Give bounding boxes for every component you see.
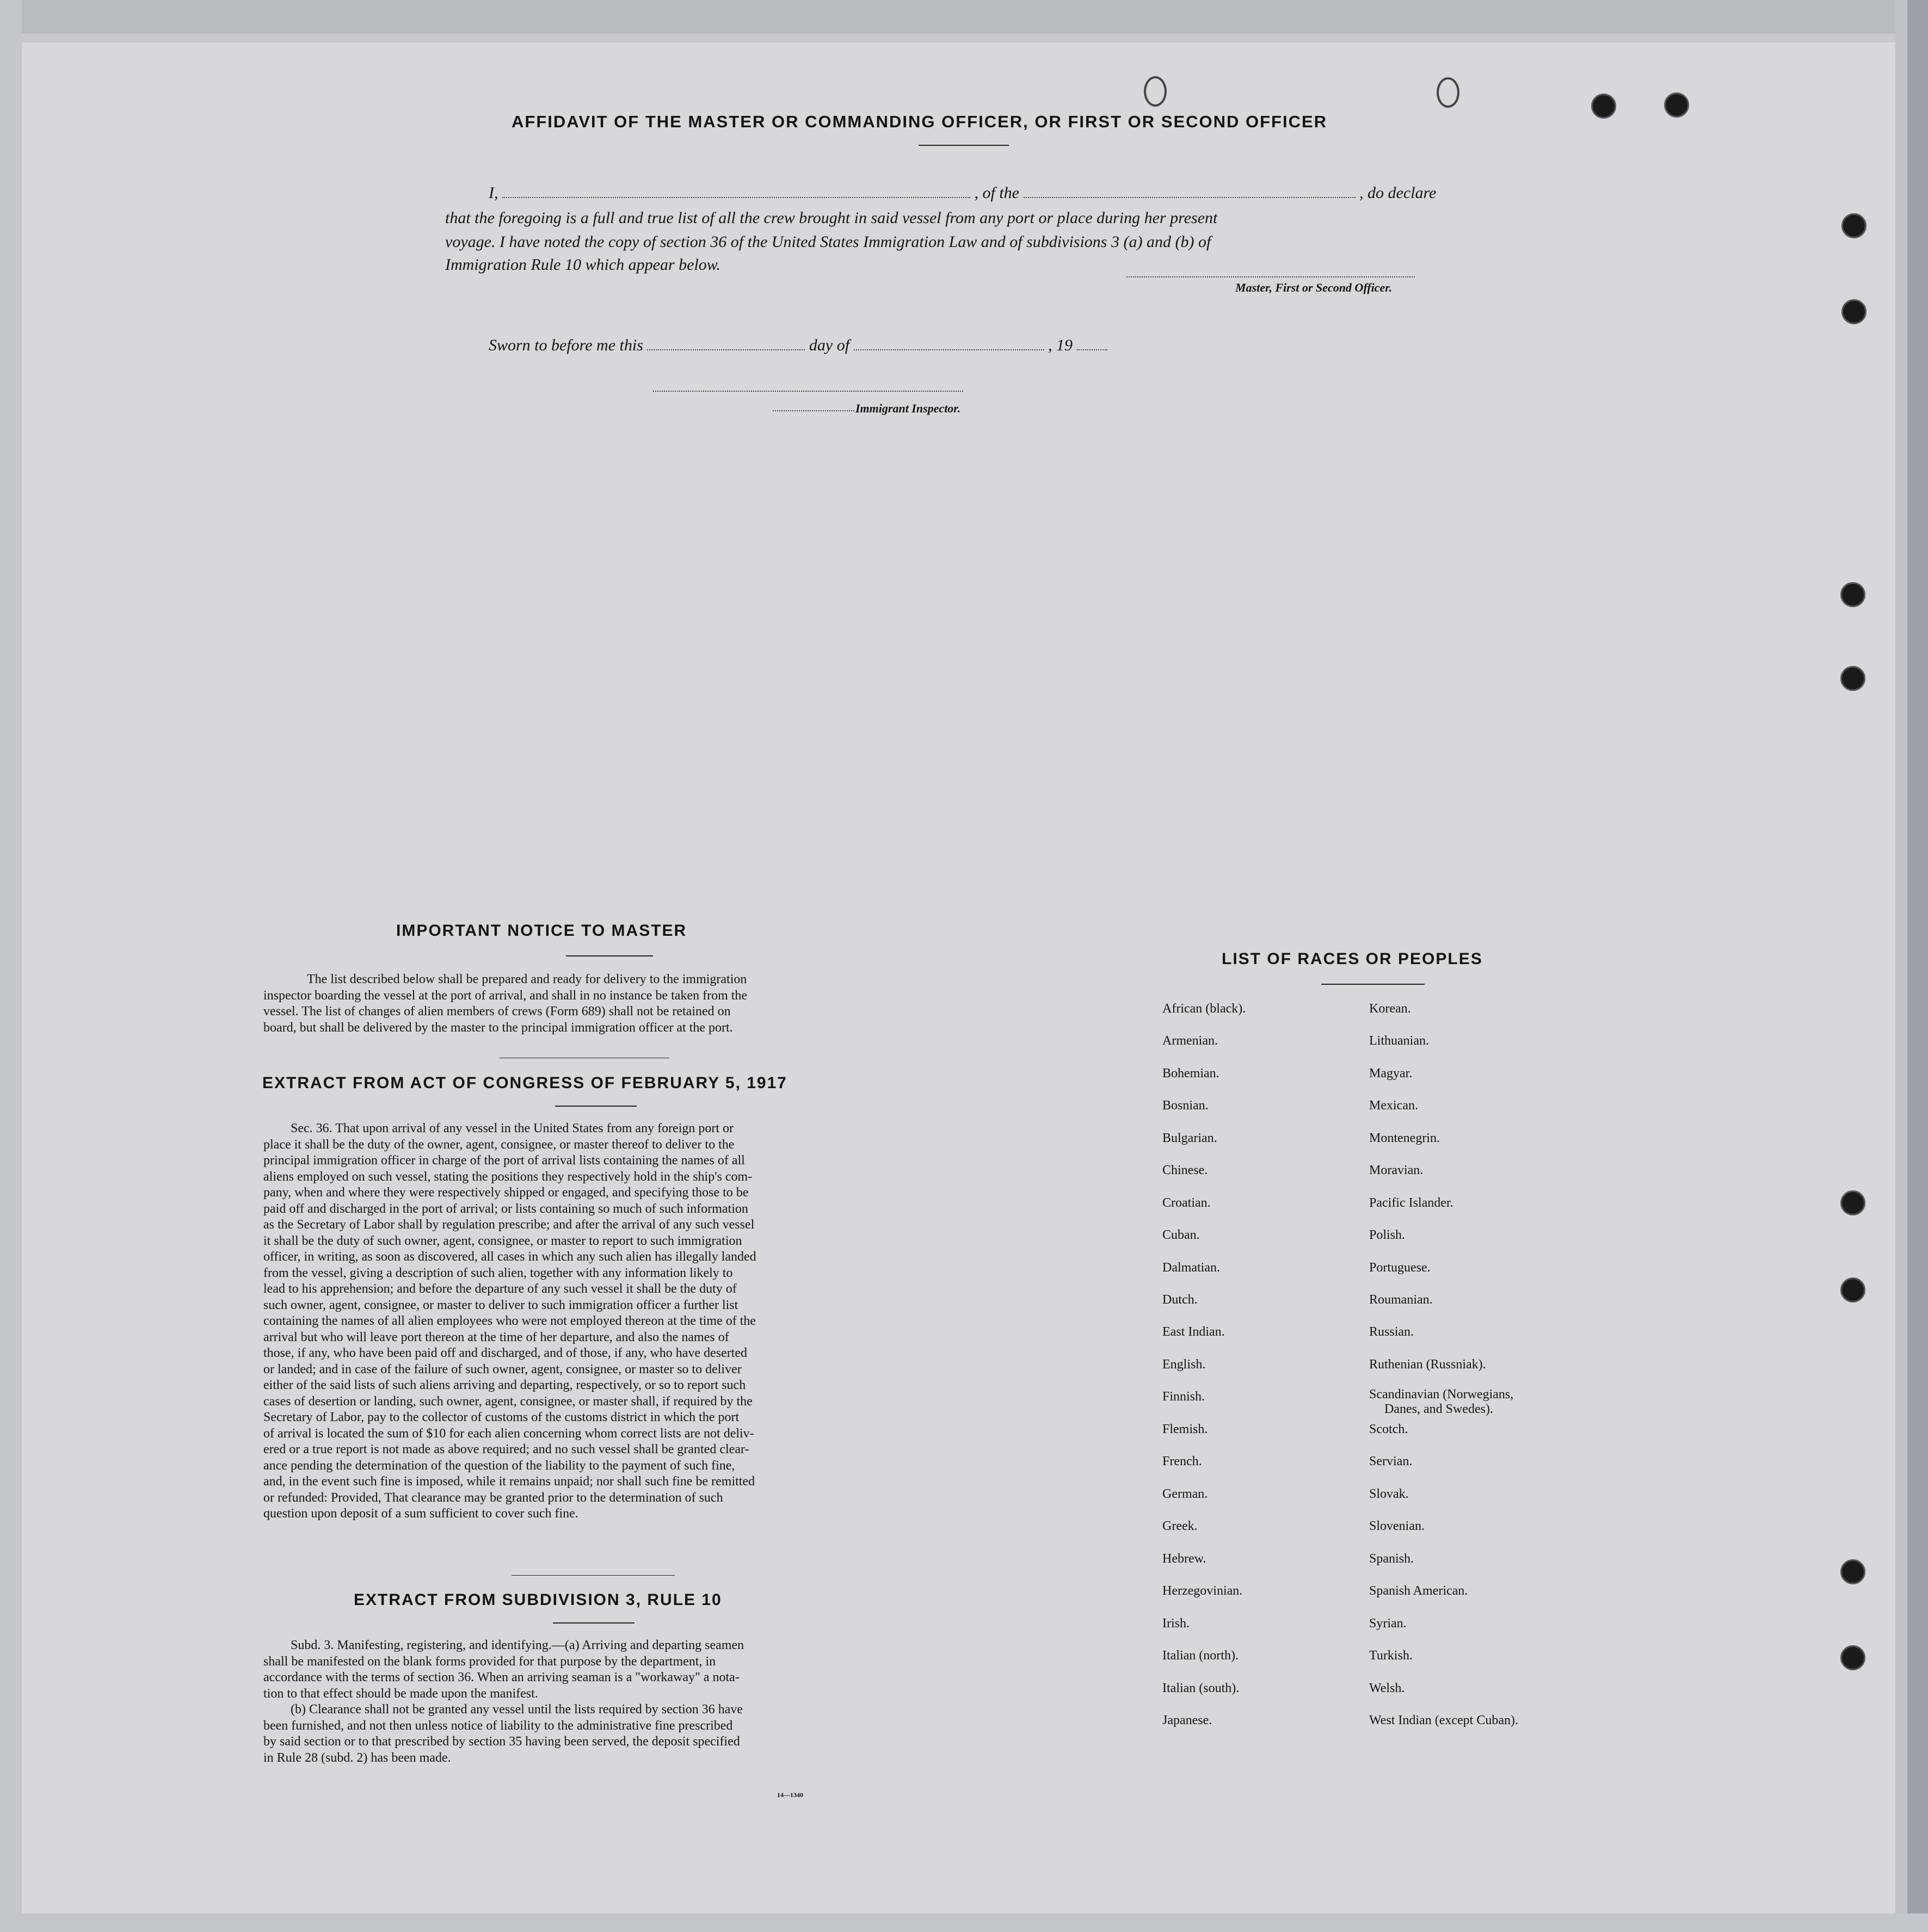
race-item: Lithuanian.: [1369, 1034, 1429, 1048]
sworn-month-blank-field[interactable]: [854, 335, 1044, 350]
sworn-year-blank-field[interactable]: [1077, 335, 1107, 350]
act-line: question upon deposit of a sum sufficient to cover such fine.: [263, 1507, 578, 1521]
race-item: Korean.: [1369, 1002, 1411, 1016]
race-item: Slovenian.: [1369, 1519, 1425, 1533]
punch-hole-icon: [1591, 94, 1616, 119]
act-line: officer, in writing, as soon as discovered, all cases in which any such alien has illegally landed: [263, 1250, 756, 1264]
rule-line: shall be manifested on the blank forms provided for that purpose by the department, in: [263, 1654, 716, 1669]
punch-hole-icon: [1840, 1559, 1865, 1584]
race-item: German.: [1162, 1487, 1208, 1501]
affidavit-declaration-line: [489, 183, 1436, 202]
punch-hole-icon: [1841, 299, 1867, 324]
race-item: Welsh.: [1369, 1681, 1405, 1695]
notice-line: board, but shall be delivered by the master to the principal immigration officer at the port.: [263, 1020, 733, 1035]
notice-title: IMPORTANT NOTICE TO MASTER: [396, 922, 687, 940]
rule-line: tion to that effect should be made upon the manifest.: [263, 1686, 538, 1701]
notice-line: The list described below shall be prepared and ready for delivery to the immigration: [307, 972, 747, 986]
affidavit-title: AFFIDAVIT OF THE MASTER OR COMMANDING OFFICER, OR FIRST OR SECOND OFFICER: [512, 112, 1328, 131]
race-item: Bulgarian.: [1162, 1131, 1217, 1145]
race-item: Slovak.: [1369, 1487, 1409, 1501]
punch-hole-icon: [1840, 1277, 1865, 1303]
section-divider: [512, 1575, 675, 1576]
race-item: Spanish.: [1369, 1552, 1414, 1566]
race-item: Moravian.: [1369, 1163, 1424, 1177]
sworn-prefix: Sworn to before me this: [489, 336, 643, 354]
race-item: Scandinavian (Norwegians,: [1369, 1387, 1514, 1402]
race-item: East Indian.: [1162, 1325, 1225, 1339]
race-item: Cuban.: [1162, 1228, 1200, 1242]
vessel-blank-field[interactable]: [1024, 183, 1356, 198]
notice-body: [263, 972, 875, 1036]
inspector-dots: [773, 410, 854, 411]
rule-title-rule: [553, 1622, 635, 1624]
punch-hole-icon: [1664, 92, 1689, 118]
race-item: Japanese.: [1162, 1713, 1212, 1727]
page-edge-top-shadow: [0, 34, 1928, 42]
notice-line: vessel. The list of changes of alien members of crews (Form 689) shall not be retained on: [263, 1004, 731, 1019]
punch-hole-icon: [1840, 582, 1865, 607]
affidavit-of-the: , of the: [974, 184, 1019, 202]
act-line: principal immigration officer in charge of the port of arrival lists containing the names of all: [263, 1153, 745, 1168]
act-line: lead to his apprehension; and before the departure of any such vessel it shall be the duty of: [263, 1282, 737, 1296]
race-item: Flemish.: [1162, 1422, 1208, 1436]
act-line: Sec. 36. That upon arrival of any vessel in the United States from any foreign port or: [291, 1121, 734, 1135]
act-line: such owner, agent, consignee, or master to deliver to such immigration officer a further list: [263, 1298, 738, 1312]
race-item: Montenegrin.: [1369, 1131, 1440, 1145]
punch-hole-icon: [1840, 666, 1865, 691]
rule-line: accordance with the terms of section 36. When an arriving seaman is a "workaway" a nota-: [263, 1670, 740, 1684]
race-item: Ruthenian (Russniak).: [1369, 1357, 1486, 1372]
race-item: West Indian (except Cuban).: [1369, 1713, 1518, 1727]
master-signature-line[interactable]: [1126, 276, 1415, 277]
sworn-day-of: day of: [809, 336, 850, 354]
race-item: Italian (north).: [1162, 1649, 1239, 1663]
race-item: Chinese.: [1162, 1163, 1208, 1177]
sworn-day-blank-field[interactable]: [647, 335, 805, 350]
race-item: Dutch.: [1162, 1293, 1198, 1307]
page-edge-right: [1907, 0, 1928, 1932]
race-item: Croatian.: [1162, 1196, 1211, 1210]
race-item: Greek.: [1162, 1519, 1198, 1533]
binder-ring-icon: [1144, 76, 1167, 107]
act-line: of arrival is located the sum of $10 for each alien concerning whom correct lists are not deliv-: [263, 1426, 754, 1441]
binder-ring-icon: [1437, 77, 1459, 108]
rule-extract-title: EXTRACT FROM SUBDIVISION 3, RULE 10: [354, 1591, 722, 1609]
punch-hole-icon: [1841, 213, 1867, 238]
master-signature-caption: Master, First or Second Officer.: [1235, 281, 1393, 294]
act-extract-body: [263, 1121, 875, 1522]
page-edge-right-shadow: [1895, 0, 1907, 1932]
page-edge-left: [0, 0, 22, 1932]
affidavit-i: I,: [489, 184, 498, 202]
race-item: Turkish.: [1369, 1649, 1413, 1663]
affidavit-declare: , do declare: [1359, 184, 1437, 202]
sworn-line: [489, 335, 1107, 355]
rule-line: (b) Clearance shall not be granted any vessel until the lists required by section 36 have: [291, 1702, 743, 1717]
races-title: LIST OF RACES OR PEOPLES: [1222, 950, 1483, 968]
inspector-signature-line[interactable]: [653, 391, 963, 392]
race-item: African (black).: [1162, 1002, 1246, 1016]
rule-line: in Rule 28 (subd. 2) has been made.: [263, 1750, 451, 1765]
act-line: it shall be the duty of such owner, agent, consignee, or master to report to such immigration: [263, 1233, 742, 1248]
act-line: pany, when and where they were respectively shipped or engaged, and specifying those to be: [263, 1186, 749, 1200]
act-line: aliens employed on such vessel, stating the positions they respectively hold in the ship's com-: [263, 1169, 753, 1184]
act-extract-title: EXTRACT FROM ACT OF CONGRESS OF FEBRUARY 5, 1917: [262, 1074, 787, 1092]
race-item: Finnish.: [1162, 1390, 1205, 1404]
rule-line: by said section or to that prescribed by section 35 having been served, the deposit specified: [263, 1735, 740, 1749]
act-line: Secretary of Labor, pay to the collector of customs of the customs district in which the port: [263, 1410, 740, 1424]
race-item: English.: [1162, 1357, 1206, 1372]
act-line: cases of desertion or landing, such owner, agent, consignee, or master shall, if required by the: [263, 1394, 753, 1409]
rule-line: Subd. 3. Manifesting, registering, and identifying.—(a) Arriving and departing seamen: [291, 1638, 744, 1652]
act-line: those, if any, who have been paid off and discharged, and of those, if any, who have deserted: [263, 1346, 748, 1360]
race-item: Roumanian.: [1369, 1293, 1433, 1307]
race-item: Mexican.: [1369, 1098, 1418, 1113]
race-item: French.: [1162, 1454, 1202, 1468]
act-line: paid off and discharged in the port of arrival; or lists containing so much of such information: [263, 1201, 748, 1216]
race-item: Italian (south).: [1162, 1681, 1240, 1695]
act-line: and, in the event such fine is imposed, while it remains unpaid; nor shall such fine be remitted: [263, 1474, 755, 1489]
race-item-continuation: Danes, and Swedes).: [1384, 1402, 1493, 1416]
rule-extract-body: [263, 1638, 875, 1766]
race-item: Portuguese.: [1369, 1261, 1431, 1275]
act-line: or landed; and in case of the failure of such owner, agent, consignee, or master so to deliver: [263, 1362, 742, 1377]
act-line: from the vessel, giving a description of such alien, together with any information likely to: [263, 1266, 733, 1280]
sworn-year: , 19: [1048, 336, 1073, 354]
race-item: Polish.: [1369, 1228, 1406, 1242]
race-item: Pacific Islander.: [1369, 1196, 1453, 1210]
race-item: Magyar.: [1369, 1066, 1413, 1081]
act-title-rule: [555, 1106, 637, 1107]
race-item: Spanish American.: [1369, 1584, 1468, 1598]
rule-line: been furnished, and not then unless notice of liability to the administrative fine prescribed: [263, 1718, 733, 1733]
affidavit-line-3: voyage. I have noted the copy of section 36 of the United States Immigration Law and of subdivisions 3 (a) and (b) of: [445, 233, 1211, 251]
race-item: Bosnian.: [1162, 1098, 1209, 1113]
inspector-caption: Immigrant Inspector.: [855, 402, 961, 415]
race-item: Bohemian.: [1162, 1066, 1219, 1081]
act-line: arrival but who will leave port thereon at the time of her departure, and also the names of: [263, 1330, 729, 1344]
notice-line: inspector boarding the vessel at the port of arrival, and shall in no instance be taken from the: [263, 988, 748, 1003]
race-item: Irish.: [1162, 1616, 1190, 1631]
act-line: either of the said lists of such aliens arriving and departing, respectively, or so to report such: [263, 1378, 746, 1392]
punch-hole-icon: [1840, 1190, 1865, 1215]
act-line: or refunded: Provided, That clearance may be granted prior to the determination of such: [263, 1490, 723, 1505]
punch-hole-icon: [1840, 1645, 1865, 1670]
race-item: Russian.: [1369, 1325, 1414, 1339]
race-item: Herzegovinian.: [1162, 1584, 1243, 1598]
race-item: Armenian.: [1162, 1034, 1218, 1048]
page-edge-bottom: [0, 1914, 1928, 1932]
page-edge-top: [0, 0, 1928, 34]
act-line: as the Secretary of Labor shall by regulation prescribe; and after the arrival of any such vessel: [263, 1218, 755, 1232]
affidavit-line-4: Immigration Rule 10 which appear below.: [445, 256, 721, 274]
race-item: Scotch.: [1369, 1422, 1408, 1436]
act-line: place it shall be the duty of the owner, agent, consignee, or master thereof to deliver to the: [263, 1137, 735, 1152]
notice-title-rule: [566, 955, 653, 956]
affidavit-title-rule: [919, 145, 1009, 146]
race-item: Hebrew.: [1162, 1552, 1206, 1566]
act-line: containing the names of all alien employees who were not employed thereon at the time of the: [263, 1314, 756, 1328]
form-code: 14—1340: [777, 1791, 803, 1799]
name-blank-field[interactable]: [502, 183, 970, 198]
act-line: ered or a true report is not made as above required; and no such vessel shall be granted clear-: [263, 1442, 749, 1456]
act-line: ance pending the determination of the question of the liability to the payment of such fine,: [263, 1458, 735, 1473]
race-item: Servian.: [1369, 1454, 1413, 1468]
races-title-rule: [1321, 984, 1425, 985]
affidavit-line-2: that the foregoing is a full and true list of all the crew brought in said vessel from any port or place during her present: [445, 209, 1218, 227]
race-item: Dalmatian.: [1162, 1261, 1220, 1275]
race-item: Syrian.: [1369, 1616, 1407, 1631]
